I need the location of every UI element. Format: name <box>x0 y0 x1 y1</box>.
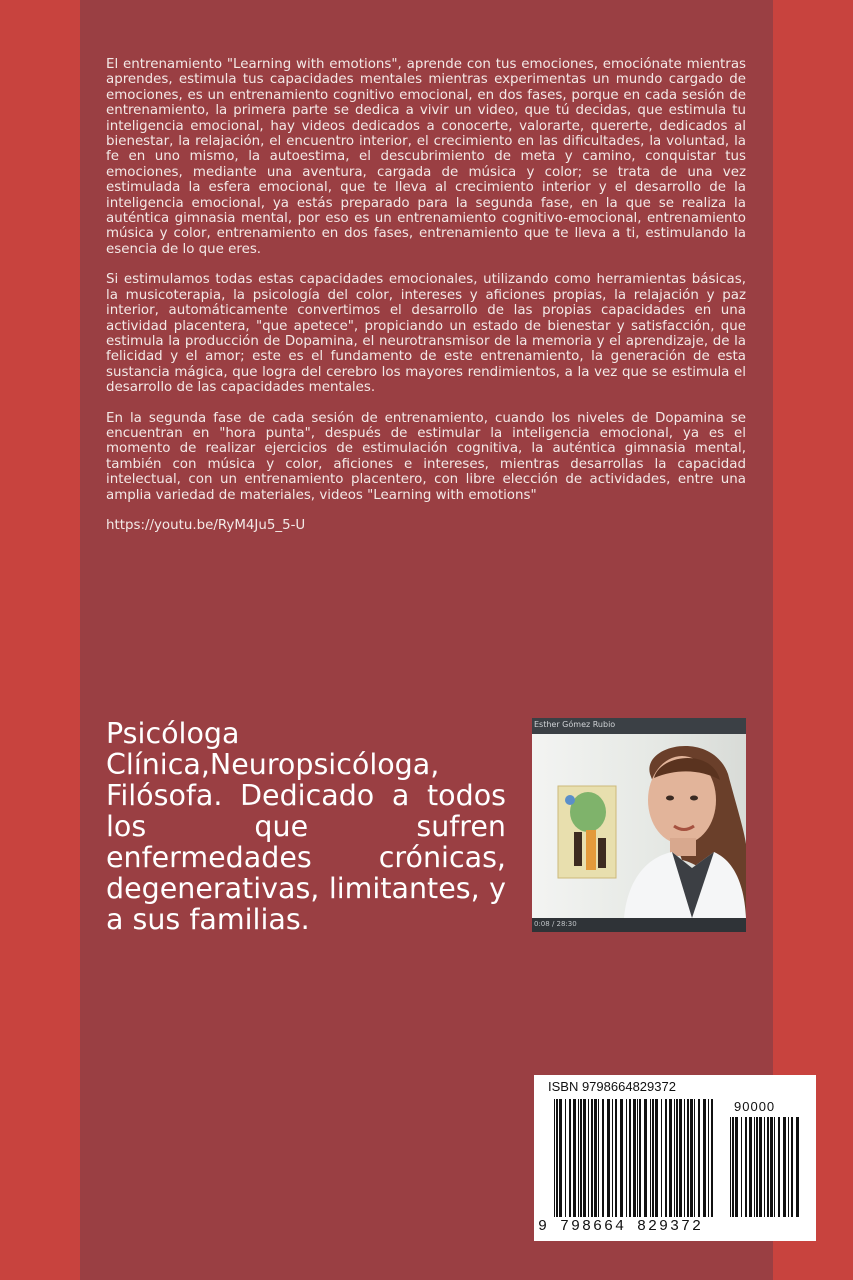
paragraph-1: El entrenamiento "Learning with emotions", aprende con tus emociones, emociónate mientras aprendes, estimula tus capacidades mentales mientras experimentas un mundo cargado de emociones, es un entrenamiento cognitivo emocional, en dos fases, porque en cada sesión de entrenamiento, la primera parte se dedica a vivir un video, que tú decidas, que estimula tu inteligencia emocional, hay videos dedicados a conocerte, valorarte, quererte, dedicados al bienestar, la relajación, el encuentro interior, el crecimiento en las dificultades, la voluntad, la fe en uno mismo, la autoestima, el descubrimiento de meta y camino, conquistar tus emociones, mediante una aventura, cargada de música y color; se trata de una vez estimulada la esfera emocional, que te lleva al crecimiento interior y el desarrollo de la inteligencia emocional, ya estás preparado para la segunda fase, en la que se realiza la auténtica gimnasia mental, por eso es un entrenamiento cognitivo-emocional, entrenamiento música y color, entrenamiento en dos fases, entrenamiento que te lleva a ti, estimulando la esencia de lo que eres. <box>106 57 746 257</box>
isbn-label: ISBN 9798664829372 <box>548 1079 676 1094</box>
back-cover-panel <box>80 0 776 1280</box>
barcode-digits: 9 798664 829372 <box>538 1218 704 1235</box>
video-title-bar <box>532 718 746 734</box>
paragraph-2: Si estimulamos todas estas capacidades emocionales, utilizando como herramientas básicas, la musicoterapia, la psicología del color, intereses y aficiones propias, la relajación y paz interior, automáticamente convertimos el desarrollo de las propias capacidades en una actividad placentera, "que apetece", propiciando un estado de bienestar y satisfacción, que estimula la producción de Dopamina, el neurotransmisor de la memoria y el aprendizaje, de la felicidad y el amor; este es el fundamento de este entrenamiento, la generación de esta sustancia mágica, que logra del cerebro los mayores rendimientos, a la vez que se estimula el desarrollo de las capacidades mentales. <box>106 272 746 396</box>
video-caption: Esther Gómez Rubio <box>534 720 616 729</box>
cover-edge-left <box>0 0 80 1280</box>
author-photo <box>532 718 746 932</box>
video-progress-bar <box>532 918 746 932</box>
isbn-barcode <box>534 1075 816 1241</box>
paragraph-3: En la segunda fase de cada sesión de entrenamiento, cuando los niveles de Dopamina se encuentran en "hora punta", después de estimular la inteligencia emocional, ya es el momento de realizar ejercicios de estimulación cognitiva, la auténtica gimnasia mental, también con música y color, aficiones e intereses, mientras desarrollas la capacidad intelectual, con un entrenamiento placentero, con libre elección de actividades, entre una amplia variedad de materiales, videos "Learning with emotions" <box>106 410 746 503</box>
video-time: 0:08 / 28:30 <box>534 920 577 928</box>
video-link[interactable]: https://youtu.be/RyM4Ju5_5-U <box>106 517 306 533</box>
barcode-bars-main <box>554 1099 714 1217</box>
author-bio: Psicóloga Clínica,Neuropsicóloga, Filósofa. Dedicado a todos los que sufren enfermedades crónicas, degenerativas, limitantes, y a sus familias. <box>106 717 506 936</box>
price-code: 90000 <box>734 1099 776 1114</box>
video-still-woman-portrait-icon <box>532 734 746 918</box>
description-text <box>106 57 746 548</box>
barcode-bars-addon <box>730 1117 802 1217</box>
